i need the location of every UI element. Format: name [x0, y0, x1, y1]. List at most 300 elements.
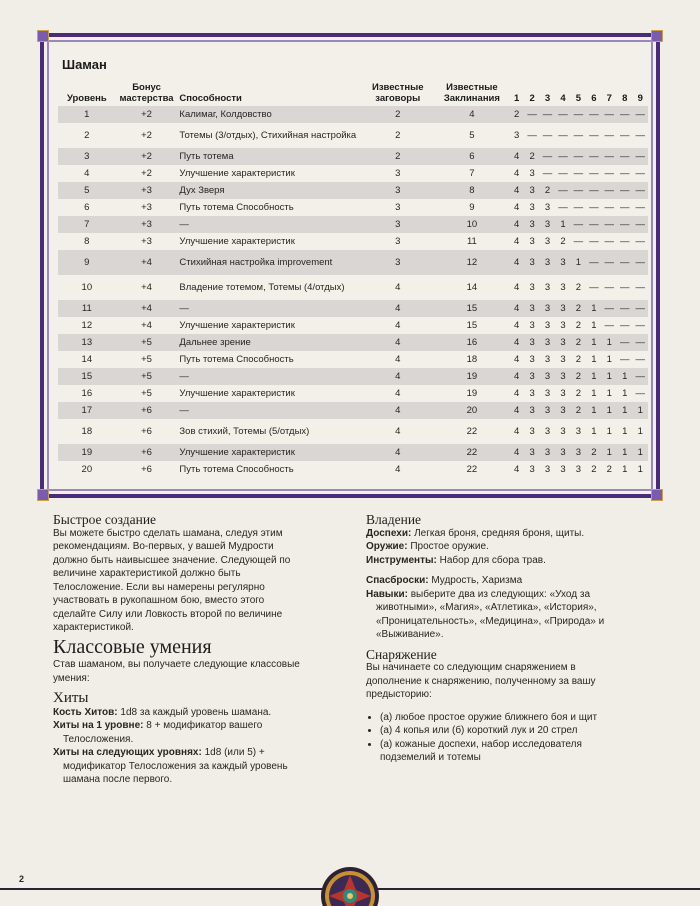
features-cell: —: [179, 303, 189, 314]
slot-cell: 3: [560, 303, 566, 314]
features-cell: Калимаг, Колдовство: [179, 109, 272, 120]
table-row: [58, 444, 648, 461]
slot-cell: —: [619, 168, 630, 179]
features-cell: Стихийная настройка improvement: [179, 257, 333, 268]
cantrips-cell: 2: [395, 130, 401, 141]
tools-line: [366, 554, 628, 568]
proficiency-cell: +2: [141, 109, 152, 120]
header-slot: 6: [591, 93, 597, 104]
header-slot: 2: [529, 93, 535, 104]
cantrips-cell: 2: [395, 109, 401, 120]
class-table-frame: [40, 33, 660, 498]
features-cell: —: [179, 219, 189, 230]
slot-cell: 3: [529, 168, 535, 179]
slot-cell: 3: [560, 405, 566, 416]
slot-cell: —: [589, 168, 599, 179]
proficiency-cell: +5: [141, 337, 152, 348]
spells-cell: 15: [466, 303, 478, 314]
slot-cell: 2: [575, 388, 582, 399]
slot-cell: 2: [575, 303, 582, 314]
slot-cell: 3: [529, 303, 535, 314]
header-slot: 8: [622, 93, 628, 104]
slot-cell: —: [542, 109, 553, 120]
spells-cell: 19: [466, 388, 478, 399]
class-table-body: [58, 106, 648, 478]
proficiency-cell: +3: [141, 185, 152, 196]
slot-cell: 3: [560, 388, 566, 399]
slot-cell: 3: [560, 354, 566, 365]
saves-text: Мудрость, Харизма: [431, 575, 523, 586]
table-row: [58, 300, 648, 317]
slot-cell: —: [619, 219, 630, 230]
features-cell: Тотемы (3/отдых), Стихийная настройка: [179, 130, 357, 141]
slot-cell: 1: [622, 388, 628, 399]
cantrips-cell: 3: [395, 236, 401, 247]
slot-cell: —: [589, 109, 599, 120]
weapons-line: [366, 540, 628, 554]
hp-higher-levels-label: Хиты на следующих уровнях:: [53, 747, 202, 758]
slot-cell: 3: [529, 219, 535, 230]
slot-cell: 3: [529, 282, 535, 293]
right-column: [366, 513, 628, 765]
slot-cell: 3: [529, 236, 535, 247]
proficiency-cell: +5: [141, 371, 152, 382]
slot-cell: 3: [544, 447, 551, 458]
slot-cell: —: [604, 151, 615, 162]
slot-cell: —: [589, 219, 599, 230]
slot-cell: 1: [637, 464, 643, 475]
table-row: [58, 199, 648, 216]
slot-cell: —: [619, 282, 630, 293]
level-cell: 8: [84, 236, 90, 247]
spells-cell: 7: [469, 168, 475, 179]
frame-corner-ornament: [651, 489, 663, 501]
slot-cell: 4: [514, 447, 520, 458]
slot-cell: —: [589, 282, 599, 293]
slot-cell: —: [589, 202, 599, 213]
slot-cell: 1: [575, 257, 582, 268]
proficiencies-heading: Владение: [366, 512, 422, 527]
features-cell: Улучшение характеристик: [179, 168, 295, 179]
level-cell: 7: [84, 219, 90, 230]
slot-cell: 3: [544, 202, 551, 213]
cantrips-cell: 3: [395, 202, 401, 213]
hp-higher-levels-line: [53, 746, 303, 787]
slot-cell: —: [635, 282, 645, 293]
proficiency-cell: +6: [141, 447, 152, 458]
slot-cell: —: [619, 185, 630, 196]
slot-cell: 1: [606, 354, 612, 365]
header-slot: 3: [544, 93, 551, 104]
level-cell: 5: [84, 185, 90, 196]
slot-cell: 4: [514, 282, 520, 293]
rose-window-ornament-icon: [320, 866, 380, 906]
slot-cell: —: [635, 388, 645, 399]
slot-cell: —: [573, 202, 584, 213]
slot-cell: —: [573, 109, 584, 120]
slot-cell: —: [604, 282, 615, 293]
slot-cell: —: [604, 320, 615, 331]
proficiency-cell: +2: [141, 130, 152, 141]
slot-cell: 4: [514, 303, 520, 314]
proficiency-cell: +5: [141, 354, 152, 365]
level-cell: 20: [81, 464, 93, 475]
level-cell: 9: [84, 257, 90, 268]
slot-cell: 1: [637, 447, 643, 458]
frame-corner-ornament: [651, 30, 663, 42]
features-cell: Улучшение характеристик: [179, 236, 295, 247]
slot-cell: —: [635, 337, 645, 348]
table-row: [58, 216, 648, 233]
slot-cell: 3: [544, 337, 551, 348]
slot-cell: 3: [529, 388, 535, 399]
table-row: [58, 368, 648, 385]
frame-corner-ornament: [37, 30, 49, 42]
slot-cell: 3: [544, 405, 551, 416]
slot-cell: 2: [606, 464, 612, 475]
weapons-label: Оружие:: [366, 541, 408, 552]
proficiency-cell: +6: [141, 405, 152, 416]
tools-label: Инструменты:: [366, 554, 437, 566]
spells-cell: 22: [466, 426, 478, 437]
slot-cell: —: [589, 151, 599, 162]
slot-cell: —: [604, 109, 615, 120]
equipment-item: • (а) кожаные доспехи, набор исследователя подземелий и тотемы: [380, 738, 628, 765]
slot-cell: 3: [560, 337, 566, 348]
header-slot: 1: [514, 93, 520, 104]
skills-label: Навыки:: [366, 588, 408, 600]
slot-cell: —: [619, 236, 630, 247]
table-row: [58, 461, 648, 478]
features-cell: Дальнее зрение: [179, 337, 251, 348]
hp-first-level-text: 8 + модификатор вашего Телосложения.: [63, 720, 263, 745]
slot-cell: —: [558, 202, 568, 213]
proficiency-cell: +4: [141, 303, 152, 314]
slot-cell: —: [573, 236, 584, 247]
slot-cell: 1: [560, 219, 566, 230]
proficiency-cell: +3: [141, 236, 152, 247]
spells-cell: 18: [466, 354, 478, 365]
features-cell: Путь тотема Способность: [179, 464, 294, 475]
slot-cell: 3: [544, 282, 551, 293]
features-cell: Путь тотема Способность: [179, 354, 294, 365]
slot-cell: 3: [529, 354, 535, 365]
slot-cell: 3: [529, 371, 535, 382]
hit-dice-line: [53, 706, 303, 720]
level-cell: 10: [81, 282, 93, 293]
slot-cell: —: [635, 185, 645, 196]
slot-cell: 4: [514, 426, 520, 437]
spells-cell: 22: [466, 447, 478, 458]
table-row: [58, 182, 648, 199]
proficiency-cell: +6: [141, 464, 152, 475]
features-cell: Владение тотемом, Тотемы (4/отдых): [179, 282, 345, 293]
slot-cell: 1: [606, 337, 612, 348]
skills-line: [366, 588, 628, 642]
slot-cell: 3: [529, 405, 535, 416]
slot-cell: —: [589, 185, 599, 196]
quick-build-text: Вы можете быстро сделать шамана, следуя этим рекомендациям. Во-первых, у вашей Мудрости должно быть наивысшее значение. Следующей по величине характеристикой должно быть Телосложение. Если вы намерены регулярно участвовать в рукопашном бою, вместо этого сделайте Силу или Ловкость второй по величине характеристикой.: [53, 527, 291, 633]
level-cell: 12: [81, 320, 93, 331]
slot-cell: 4: [514, 337, 520, 348]
header-level: Уровень: [66, 93, 107, 104]
spells-cell: 11: [466, 236, 477, 247]
features-cell: Улучшение характеристик: [179, 320, 295, 331]
slot-cell: —: [542, 168, 553, 179]
slot-cell: 1: [591, 354, 597, 365]
slot-cell: 3: [529, 337, 535, 348]
slot-cell: —: [635, 130, 645, 141]
slot-cell: 3: [544, 236, 551, 247]
slot-cell: 1: [622, 405, 628, 416]
level-cell: 15: [81, 371, 93, 382]
slot-cell: —: [604, 185, 615, 196]
header-spells: Известные Заклинания: [443, 82, 500, 104]
spells-cell: 14: [466, 282, 478, 293]
slot-cell: —: [619, 202, 630, 213]
features-cell: Путь тотема: [179, 151, 234, 162]
slot-cell: 4: [514, 388, 520, 399]
slot-cell: 3: [560, 426, 566, 437]
slot-cell: —: [635, 202, 645, 213]
level-cell: 18: [81, 426, 93, 437]
cantrips-cell: 4: [395, 426, 401, 437]
slot-cell: —: [589, 236, 599, 247]
slot-cell: 3: [514, 130, 520, 141]
slot-cell: —: [604, 236, 615, 247]
level-cell: 16: [81, 388, 93, 399]
table-row: [58, 106, 648, 123]
slot-cell: —: [619, 151, 630, 162]
slot-cell: —: [635, 371, 645, 382]
features-cell: Улучшение характеристик: [179, 447, 295, 458]
slot-cell: 1: [622, 371, 628, 382]
slot-cell: —: [604, 168, 615, 179]
spells-cell: 20: [466, 405, 478, 416]
slot-cell: —: [635, 151, 645, 162]
slot-cell: 1: [622, 426, 628, 437]
features-cell: Дух Зверя: [179, 185, 225, 196]
page-number: 2: [19, 874, 25, 884]
slot-cell: 4: [514, 257, 520, 268]
slot-cell: 1: [637, 405, 643, 416]
slot-cell: 4: [514, 219, 520, 230]
level-cell: 2: [84, 130, 90, 141]
slot-cell: 2: [575, 282, 582, 293]
quick-build-heading: Быстрое создание: [53, 512, 157, 527]
table-row: [58, 123, 648, 148]
table-row: [58, 419, 648, 444]
slot-cell: 1: [606, 447, 612, 458]
table-row: [58, 165, 648, 182]
slot-cell: 2: [575, 371, 582, 382]
header-slot: 4: [560, 93, 566, 104]
equipment-heading: Снаряжение: [366, 646, 437, 662]
slot-cell: 1: [591, 337, 597, 348]
slot-cell: —: [573, 219, 584, 230]
spells-cell: 22: [466, 464, 478, 475]
slot-cell: —: [558, 109, 568, 120]
slot-cell: 1: [591, 405, 597, 416]
slot-cell: —: [542, 130, 553, 141]
saves-label: Спасброски:: [366, 575, 429, 586]
hp-first-level-label: Хиты на 1 уровне:: [53, 720, 144, 731]
header-slot: 5: [575, 93, 582, 104]
slot-cell: —: [635, 257, 645, 268]
hit-points-heading: Хиты: [53, 690, 89, 706]
equipment-item: • (а) 4 копья или (б) короткий лук и 20 стрел: [380, 724, 628, 738]
frame-corner-ornament: [37, 489, 49, 501]
header-proficiency: Бонус мастерства: [119, 82, 174, 104]
features-cell: —: [179, 405, 189, 416]
cantrips-cell: 4: [395, 320, 401, 331]
slot-cell: 2: [591, 464, 597, 475]
slot-cell: 3: [560, 464, 566, 475]
hp-first-level-line: [53, 719, 303, 746]
slot-cell: —: [619, 257, 630, 268]
spells-cell: 8: [469, 185, 475, 196]
slot-cell: 1: [622, 464, 628, 475]
slot-cell: 3: [544, 303, 551, 314]
slot-cell: —: [635, 236, 645, 247]
slot-cell: —: [558, 185, 568, 196]
skills-text: выберите два из следующих: «Уход за животными», «Магия», «Атлетика», «История», «Проницательность», «Медицина», «Природа» и «Выживание».: [376, 588, 605, 640]
slot-cell: 2: [575, 354, 582, 365]
slot-cell: 3: [560, 257, 566, 268]
slot-cell: 3: [575, 464, 582, 475]
slot-cell: 2: [529, 151, 535, 162]
slot-cell: 1: [606, 426, 612, 437]
slot-cell: 3: [544, 354, 551, 365]
slot-cell: 3: [529, 464, 535, 475]
proficiency-cell: +4: [141, 257, 152, 268]
slot-cell: —: [527, 130, 537, 141]
slot-cell: 4: [514, 151, 520, 162]
hit-dice-label: Кость Хитов:: [53, 706, 118, 718]
cantrips-cell: 3: [395, 185, 401, 196]
slot-cell: —: [558, 151, 568, 162]
proficiency-cell: +4: [141, 282, 152, 293]
slot-cell: 3: [529, 320, 535, 331]
table-row: [58, 275, 648, 300]
slot-cell: 4: [514, 320, 520, 331]
cantrips-cell: 4: [395, 371, 401, 382]
table-row: [58, 402, 648, 419]
slot-cell: —: [619, 354, 630, 365]
slot-cell: —: [619, 303, 630, 314]
slot-cell: 2: [560, 236, 566, 247]
level-cell: 1: [84, 109, 90, 120]
level-cell: 19: [81, 447, 93, 458]
class-table: [58, 82, 648, 478]
slot-cell: 3: [529, 447, 535, 458]
features-cell: Зов стихий, Тотемы (5/отдых): [179, 426, 310, 437]
hp-higher-levels-text: 1d8 (или 5) + модификатор Телосложения за каждый уровень шамана после первого.: [63, 747, 288, 785]
slot-cell: —: [589, 130, 599, 141]
slot-cell: 3: [544, 426, 551, 437]
slot-cell: —: [604, 219, 615, 230]
cantrips-cell: 3: [395, 168, 401, 179]
slot-cell: —: [573, 168, 584, 179]
cantrips-cell: 3: [395, 219, 401, 230]
slot-cell: 4: [514, 464, 520, 475]
slot-cell: 4: [514, 405, 520, 416]
proficiency-cell: +3: [141, 219, 152, 230]
table-row: [58, 148, 648, 165]
slot-cell: 3: [529, 257, 535, 268]
equipment-intro: Вы начинаете со следующим снаряжением в дополнение к снаряжению, полученному за вашу предысторию:: [366, 662, 596, 700]
slot-cell: 1: [591, 303, 597, 314]
header-slot: 9: [637, 93, 643, 104]
slot-cell: —: [558, 130, 568, 141]
slot-cell: —: [619, 337, 630, 348]
cantrips-cell: 2: [395, 151, 401, 162]
proficiency-cell: +4: [141, 320, 152, 331]
slot-cell: 4: [514, 202, 520, 213]
slot-cell: —: [619, 320, 630, 331]
left-column: [53, 513, 303, 787]
slot-cell: 2: [575, 337, 582, 348]
slot-cell: —: [604, 202, 615, 213]
slot-cell: 3: [544, 464, 551, 475]
table-row: [58, 385, 648, 402]
slot-cell: 3: [560, 371, 566, 382]
slot-cell: —: [527, 109, 537, 120]
header-cantrips: Известные заговоры: [372, 82, 424, 104]
slot-cell: —: [604, 257, 615, 268]
cantrips-cell: 4: [395, 303, 401, 314]
cantrips-cell: 4: [395, 388, 401, 399]
slot-cell: 1: [591, 426, 597, 437]
slot-cell: 3: [529, 426, 535, 437]
cantrips-cell: 4: [395, 354, 401, 365]
cantrips-cell: 4: [395, 282, 401, 293]
spells-cell: 15: [466, 320, 478, 331]
level-cell: 3: [84, 151, 90, 162]
slot-cell: —: [635, 168, 645, 179]
slot-cell: 1: [622, 447, 628, 458]
slot-cell: —: [619, 109, 630, 120]
equipment-item: • (а) любое простое оружие ближнего боя и щит: [380, 711, 628, 725]
level-cell: 17: [81, 405, 93, 416]
class-features-heading: Классовые умения: [53, 635, 212, 658]
slot-cell: —: [573, 151, 584, 162]
table-row: [58, 233, 648, 250]
level-cell: 6: [84, 202, 90, 213]
slot-cell: —: [573, 185, 584, 196]
slot-cell: 3: [560, 320, 566, 331]
slot-cell: 1: [591, 388, 597, 399]
slot-cell: 3: [575, 426, 582, 437]
equipment-list: [366, 711, 628, 765]
features-cell: Улучшение характеристик: [179, 388, 295, 399]
slot-cell: —: [604, 303, 615, 314]
spells-cell: 4: [469, 109, 475, 120]
slot-cell: 3: [544, 257, 551, 268]
header-slot: 7: [606, 93, 612, 104]
slot-cell: 3: [529, 185, 535, 196]
slot-cell: 3: [575, 447, 582, 458]
features-cell: Путь тотема Способность: [179, 202, 294, 213]
slot-cell: —: [635, 303, 645, 314]
slot-cell: 2: [514, 109, 520, 120]
slot-cell: 4: [514, 185, 520, 196]
slot-cell: 2: [575, 405, 582, 416]
level-cell: 11: [81, 303, 92, 314]
weapons-text: Простое оружие.: [410, 541, 489, 552]
level-cell: 4: [84, 168, 90, 179]
slot-cell: —: [635, 219, 645, 230]
